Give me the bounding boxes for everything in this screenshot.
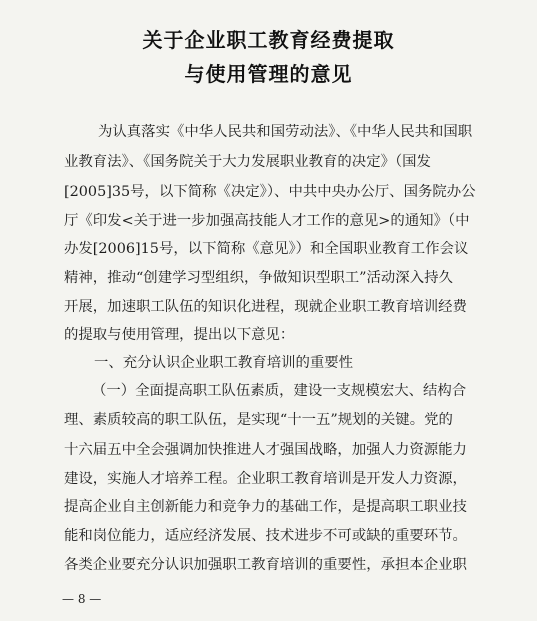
body-line-7: 开展，加速职工队伍的知识化进程，现就企业职工教育培训经费 [64,299,467,315]
body-line-16: 各类企业要充分认识加强职工教育培训的重要性，承担本企业职 [64,557,467,573]
body-line-12: 十六届五中全会强调加快推进人才强国战略，加强人力资源能力 [64,442,467,458]
body-line-4: 厅《印发<关于进一步加强高技能人才工作的意见>的通知》（中 [64,213,470,229]
body-line-10: （一）全面提高职工队伍素质，建设一支规模宏大、结构合 [92,383,467,399]
document-title-line-1: 关于企业职工教育经费提取 [142,28,395,52]
body-line-11: 理、素质较高的职工队伍，是实现“十一五”规划的关键。党的 [64,412,453,428]
document-title-line-2: 与使用管理的意见 [184,62,353,86]
body-line-6: 精神，推动“创建学习型组织，争做知识型职工”活动深入持久 [64,270,453,286]
body-line-13: 建设，实施人才培养工程。企业职工教育培训是开发人力资源， [64,471,467,487]
body-line-1: 为认真落实《中华人民共和国劳动法》、《中华人民共和国职 [98,124,473,140]
body-line-3: [2005]35号，以下简称《决定》）、中共中央办公厅、国务院办公 [64,184,476,200]
body-line-15: 能和岗位能力，适应经济发展、技术进步不可或缺的重要环节。 [64,528,467,544]
body-line-5: 办发[2006]15号，以下简称《意见》）和全国职业教育工作会议 [64,241,469,257]
body-line-2: 业教育法》、《国务院关于大力发展职业教育的决定》（国发 [64,154,431,170]
body-line-14: 提高企业自主创新能力和竞争力的基础工作，是提高职工职业技 [64,499,467,515]
section-heading: 一、充分认识企业职工教育培训的重要性 [94,355,354,371]
page-number: — 8 — [62,592,102,606]
body-line-8: 的提取与使用管理，提出以下意见： [64,327,295,343]
